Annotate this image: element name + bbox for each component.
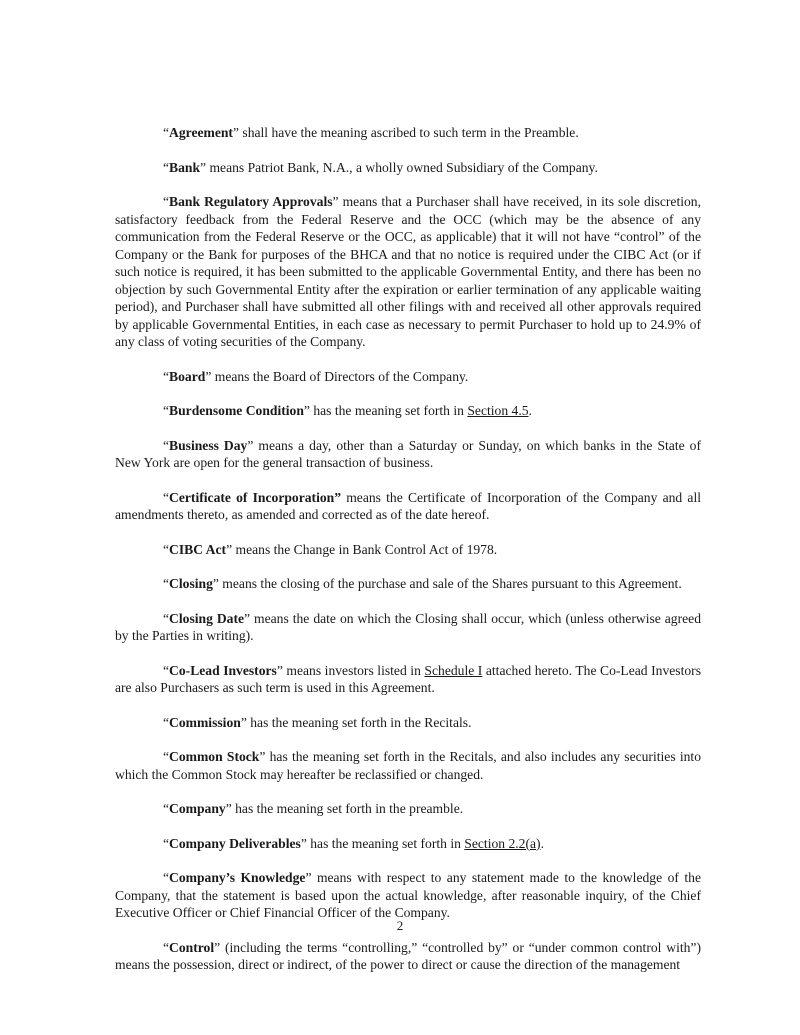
definition-companys-knowledge: “Company’s Knowledge” means with respect to any statement made to the knowledge of the Company, that the statement is based upon the actual knowledge, after reasonable inquiry, of the Chief Executive Officer or Chief Financial Officer of the Company. xyxy=(115,870,701,920)
term-companys-knowledge: Company’s Knowledge xyxy=(169,870,306,885)
term-company-deliverables: Company Deliverables xyxy=(169,835,301,851)
term-board: Board xyxy=(169,368,206,384)
definition-bank-regulatory-approvals: “Bank Regulatory Approvals” means that a Purchaser shall have received, in its sole discretion, satisfactory feedback from the Federal Reserve and the OCC (which may be the absence of any communication from the Federal Reserve or the OCC, as applicable) that it will not have “control” of the Company or the Bank for purposes of the BHCA and that no notice is required under the CIBC Act (or if such notice is required, it has been submitted to the applicable Governmental Entity, and there has been no objection by such Governmental Entity after the expiration or earlier termination of any applicable waiting period), and Purchaser shall have submitted all other filings with and received all other approvals required by applicable Governmental Entities, in each case as necessary to permit Purchaser to hold up to 24.9% of any class of voting securities of the Company. xyxy=(115,194,701,349)
term-agreement: Agreement xyxy=(169,125,233,140)
definition-company-text: ” has the meaning set forth in the preamble. xyxy=(225,801,464,816)
term-certificate-of-incorporation: Certificate of Incorporation” xyxy=(169,489,342,505)
definition-bank-regulatory-approvals-text: ” means that a Purchaser shall have received, in its sole discretion, satisfactory feedback from the Federal Reserve and the OCC (which may be the absence of any communication from the Federal Reserve or the OCC, as applicable) that it will not have “control” of the Company or the Bank for purposes of the BHCA and that no notice is required under the CIBC Act (or if such notice is required, it has been submitted to the applicable Governmental Entity, and there has been no objection by such Governmental Entity after the expiration or earlier termination of any applicable waiting period), and Purchaser shall have submitted all other filings with and received all other approvals required by applicable Governmental Entities, in each case as necessary to permit Purchaser to hold up to 24.9% of any class of voting securities of the Company. xyxy=(115,194,701,349)
term-control: Control xyxy=(169,939,215,955)
section-2-2-a-reference[interactable]: Section 2.2(a) xyxy=(464,835,541,851)
definition-commission-text: ” has the meaning set forth in the Recitals. xyxy=(240,714,472,730)
definition-company-deliverables: “Company Deliverables” has the meaning set forth in Section 2.2(a). xyxy=(163,835,544,851)
definition-company-deliverables-text: ” has the meaning set forth in xyxy=(300,835,465,851)
definition-company-deliverables-end: . xyxy=(540,835,544,851)
definition-bank: “Bank” means Patriot Bank, N.A., a wholly owned Subsidiary of the Company. xyxy=(163,159,598,175)
definition-business-day-text: ” means a day, other than a Saturday or Sunday, on which banks in the State of New York are open for the general transaction of business. xyxy=(115,437,701,470)
definition-certificate-of-incorporation: “Certificate of Incorporation” means the Certificate of Incorporation of the Company and all amendments thereto, as amended and corrected as of the date hereof. xyxy=(115,489,701,522)
definition-company: “Company” has the meaning set forth in the preamble. xyxy=(163,801,464,816)
definition-board: “Board” means the Board of Directors of the Company. xyxy=(163,368,469,384)
definition-closing-text: ” means the closing of the purchase and sale of the Shares pursuant to this Agreement. xyxy=(212,576,682,591)
definition-control: “Control” (including the terms “controlling,” “controlled by” or “under common control with”) means the possession, direct or indirect, of the power to direct or cause the direction of the management xyxy=(115,939,701,972)
term-closing-date: Closing Date xyxy=(169,610,245,626)
definition-co-lead-investors: “Co-Lead Investors” means investors listed in Schedule I attached hereto. The Co-Lead Investors are also Purchasers as such term is used in this Agreement. xyxy=(115,662,701,695)
term-bank-regulatory-approvals: Bank Regulatory Approvals xyxy=(169,194,333,209)
definition-burdensome-condition-text: ” has the meaning set forth in xyxy=(303,403,468,418)
schedule-i-reference[interactable]: Schedule I xyxy=(424,662,483,678)
page-number: 2 xyxy=(396,918,404,933)
term-commission: Commission xyxy=(169,714,241,730)
definition-burdensome-condition-end: . xyxy=(528,403,532,418)
definition-burdensome-condition: “Burdensome Condition” has the meaning set forth in Section 4.5. xyxy=(163,403,532,418)
definition-cibc-act-text: ” means the Change in Bank Control Act of 1978. xyxy=(226,541,498,557)
definition-companys-knowledge-text: ” means with respect to any statement made to the knowledge of the Company, that the statement is based upon the actual knowledge, after reasonable inquiry, of the Chief Executive Officer or Chief Financial Officer of the Company. xyxy=(115,870,701,920)
definition-cibc-act: “CIBC Act” means the Change in Bank Control Act of 1978. xyxy=(163,541,498,557)
term-company: Company xyxy=(169,801,226,816)
definitions-section xyxy=(115,124,701,974)
term-bank: Bank xyxy=(169,159,201,175)
term-burdensome-condition: Burdensome Condition xyxy=(169,403,304,418)
term-closing: Closing xyxy=(169,576,213,591)
definition-closing-date-text: ” means the date on which the Closing shall occur, which (unless otherwise agreed by the Parties in writing). xyxy=(115,610,701,643)
definition-closing: “Closing” means the closing of the purchase and sale of the Shares pursuant to this Agreement. xyxy=(163,576,682,591)
definition-business-day: “Business Day” means a day, other than a Saturday or Sunday, on which banks in the State of New York are open for the general transaction of business. xyxy=(115,437,701,470)
term-co-lead-investors: Co-Lead Investors xyxy=(169,662,277,678)
term-common-stock: Common Stock xyxy=(169,749,260,764)
definition-commission: “Commission” has the meaning set forth in the Recitals. xyxy=(163,714,472,730)
definition-common-stock-text: ” has the meaning set forth in the Recitals, and also includes any securities into which the Common Stock may hereafter be reclassified or changed. xyxy=(115,749,701,782)
section-4-5-reference[interactable]: Section 4.5 xyxy=(467,403,529,418)
definition-control-text: ” (including the terms “controlling,” “controlled by” or “under common control with”) means the possession, direct or indirect, of the power to direct or cause the direction of the management xyxy=(115,939,701,972)
definition-bank-text: ” means Patriot Bank, N.A., a wholly owned Subsidiary of the Company. xyxy=(200,159,598,175)
definition-board-text: ” means the Board of Directors of the Company. xyxy=(205,368,469,384)
definition-agreement: “Agreement” shall have the meaning ascribed to such term in the Preamble. xyxy=(163,125,579,140)
definition-agreement-text: ” shall have the meaning ascribed to such term in the Preamble. xyxy=(232,125,579,140)
definition-closing-date: “Closing Date” means the date on which the Closing shall occur, which (unless otherwise agreed by the Parties in writing). xyxy=(115,610,701,643)
definition-common-stock: “Common Stock” has the meaning set forth in the Recitals, and also includes any securities into which the Common Stock may hereafter be reclassified or changed. xyxy=(115,749,701,782)
definition-co-lead-investors-end: attached hereto. The Co-Lead Investors are also Purchasers as such term is used in this Agreement. xyxy=(115,662,701,695)
term-cibc-act: CIBC Act xyxy=(169,541,227,557)
definition-certificate-of-incorporation-text: means the Certificate of Incorporation of the Company and all amendments thereto, as amended and corrected as of the date hereof. xyxy=(115,489,701,522)
definition-co-lead-investors-text: ” means investors listed in xyxy=(276,662,425,678)
term-business-day: Business Day xyxy=(169,437,248,453)
